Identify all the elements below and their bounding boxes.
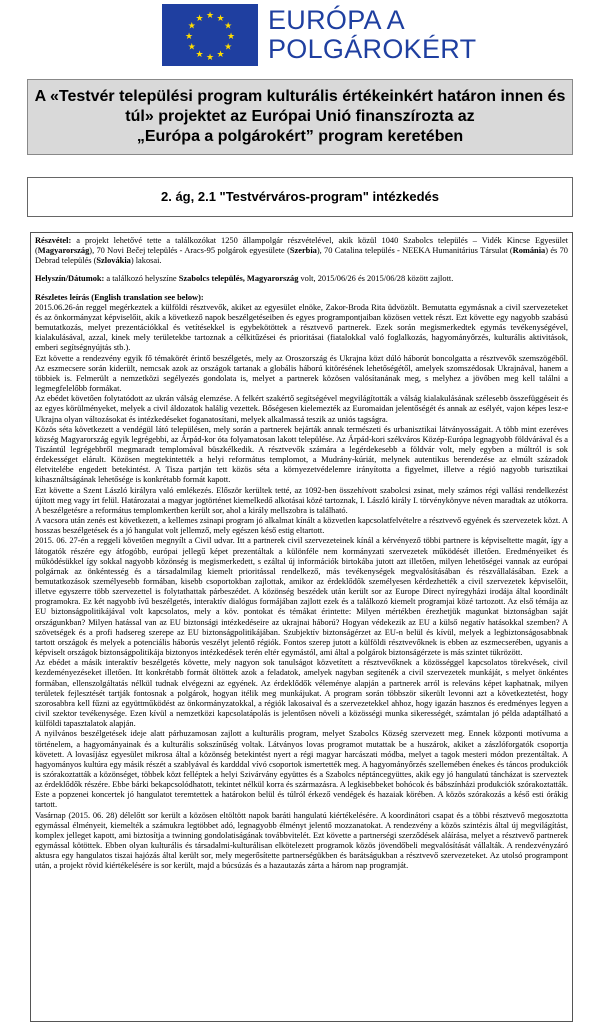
svg-text:★: ★ (224, 21, 233, 32)
country-hungary: Magyarország (37, 246, 90, 256)
location-label: Helyszín/Dátumok: (35, 274, 105, 284)
svg-text:★: ★ (187, 42, 196, 53)
description-paragraph: Vasárnap (2015. 06. 28) délelőtt sor került a közösen eltöltött napok baráti hangulatú kiértékelésére. A koordinátori csapat és a többi résztvevő megosztotta egymással élményeit, kiemelték a számukra legtöbbet adó, legnagyobb élményt jelentő mozzanatokat. A rendezvény a közös szintézis által új megvilágítást, komplex jelleget kapott, ami biztosítja a twinning gondolatiságának továbbvitelét. Ezt követte a partnerségi szerződések aláírása, melyet a résztvevő partnerek egymással kötöttek. Ebben olyan kulturális és társadalmi-kulturálisan elkötelezett programok közös jövendőbeli megvalósítását vállalták. A rendezvényzáró aktusra egy hangulatos tiszai hajózás által került sor, mely megerősítette partnerségükben és barátságukban a résztvevő szervezeteket. Az utolsó programpont után, a projekt rövid kiértékelésére is sor került, majd a búcsúzás és a hazautazás zárta a három nap programját. (35, 810, 568, 871)
location-paragraph (35, 274, 568, 284)
participation-paragraph (35, 236, 568, 266)
title-line1: A «Testvér települési program kulturális értékeinkért határon innen és (34, 88, 566, 105)
participation-label: Részvétel: (35, 236, 72, 245)
title-line2: túl» projektet az Európai Unió finanszírozta az (125, 108, 475, 125)
subtitle: 2. ág, 2.1 "Testvérváros-program" intézkedés (161, 189, 439, 204)
eu-programme-logo-text (268, 5, 477, 64)
svg-text:★: ★ (226, 32, 236, 42)
participation-text: ), 70 Catalina település - NEEKA Humanitárius Társulat ( (316, 246, 513, 256)
svg-text:★: ★ (216, 50, 225, 61)
svg-text:★: ★ (216, 13, 225, 24)
description-heading (35, 293, 568, 303)
country-slovakia: Szlovákia (96, 256, 131, 266)
location-text: volt, 2015/06/26 és 2015/06/28 között zajlott. (298, 274, 454, 284)
location-text: a találkozó helyszíne (104, 274, 179, 284)
svg-text:★: ★ (195, 50, 204, 61)
participation-text: ) és 70 Debrad település ( (35, 246, 568, 266)
location-place: Szabolcs település, Magyarország (178, 274, 299, 284)
description-paragraph: Ezt követte a Szent László királyra való emlékezés. Először kerültek tetté, az 1092-ben összehívott szabolcsi zsinat, mely számos régi vallási rendelkezést újított meg vagy írt felül. Határozatai a magyar jogtörténet kiemelkedő alkotásai közé tartoznak, I. László király I. törvénykönyve néven maradtak az utókorra. A beszélgetésre a református templomkertben került sor, ahol a király mellszobra is található. (35, 485, 568, 515)
svg-text:★: ★ (195, 13, 204, 24)
eu-flag-logo (162, 4, 258, 66)
description-paragraph: Közös séta következett a vendégül látó településen, mely során a partnerek bejárták annak természeti és urbanisztikai látványosságait. A több mint ezeréves község Magyarország egyik legrégebbi, az Árpád-kor óta folyamatosan lakott települése. Az Árpád-kori székváros Közép-Európa legnagyobb földvárával és a Tiszántúl legrégebbről megmaradt templomával büszkélkedik. A résztvevők számára a legérdekesebb a földvár volt, mely egyben a múltról is sok érdekességet elárult. Közösen megtekintették a helyi református templomot, a Mudrány-kúriát, melynek autentikus berendezése az elmúlt századok életvitelébe engedett betekintést. A Tisza partján tett közös séta a környezetvédelemre irányította a figyelmet, illetve a régió nagyobb turisztikai kihasználtságának lehetősége is konkrétabb formát kapott. (35, 424, 568, 485)
participation-text: a projekt lehetővé tette a találkozókat 1250 állampolgár részvételével, akik közül 1040 Szabolcs település – Vidék Kincse Egyesület ( (35, 236, 568, 256)
country-serbia: Szerbia (289, 246, 317, 256)
logo-line2: POLGÁROKÉRT (268, 34, 477, 64)
description-paragraph: A vacsora után zenés est következett, a kellemes zsinapi program jó alkalmat kínált a közvetlen kapcsolatfelvételre a résztvevő egyének és szervezetek közt. A hosszas beszélgetések és a jó hangulat volt jellemző, mely egészen késő estig eltartott. (35, 516, 568, 536)
description-paragraph: Az ebédet követően folytatódott az ukrán válság elemzése. A felkért szakértő segítségével megvilágították a válság kialakulásának szélesebb összefüggéseit és az egyes körülményeket, melyek a civil áldozatok halálig vezettek. Bőségesen kielemezték az Euromaidan jelentőségét és annak az esélyét, vajon képes lesz-e Ukrajna olyan változásokat és intézkedéseket foganatosítani, melyek alkalmassá teszik az uniós tagságra. (35, 394, 568, 424)
title-box (27, 79, 573, 155)
description-paragraph: A nyilvános beszélgetések ideje alatt párhuzamosan zajlott a kulturális program, melyet Szabolcs Község szervezett meg. Ennek központi motívuma a történelem, a hagyományainak és a kulturális sokszínűség voltak. Látványos lovas programot mutattak be a huszárok, akiket a zászlóforgatók csoportja követett. A lovasíjász egyesület mikrosa által a közönség betekintést nyert a régi magyar harcászati módba, melyet a tagok mesteri módon prezentáltak. A hagyományos kultúra egy másik részét a szablyával és kardddal vívó csoportok ismertették meg. A hagyományőrzés szellemében énekes és táncos produkciók is szórakoztatták a közönséget, többek közt felléptek a helyi Szivárvány együttes és a Szabolcs néptáncegyüttes, akik egy jó hangulatú táncházat is szerveztek az érdeklődők részére. Ebbe bárki bekapcsolódhatott, tekintet nélkül korra és származásra. A legkisebbeket bohócok és bábszínházi produkciók szórakoztatták. Este a popzenei koncertek jó hangulatot teremtettek a határokon belül és túlról érkező vendégek és hazaiak körében. A közös szórakozás a késő esti órákig tartott. (35, 729, 568, 810)
participation-text: ) lakosai. (130, 256, 162, 266)
description-paragraph: 2015. 06. 27-én a reggeli követően megnyílt a Civil udvar. Itt a partnerek civil szervezeteinek kínál a kérvényező többi partnere is képviseltette magát, így a látogatók részére egy átfogóbb, európai jellegű képet prezentáltak a különféle nem kormányzati szervezetek működését illetően. Eredményeiket és működésükkel így sokkal nagyobb közönség is megismerkedett, s ezáltal új információk birtokába jutott azt illetően, milyen lehetőségei vannak az európai polgárnak az önkéntesség és a társadalmilag kiemelt prioritással rendelkező, más tevékenységek megvalósításában és részvállalásában. Ezek a bemutatkozások személyesebb formában, kisebb csoportokban zajlottak, amikor az érdeklődők személyesen kérdezhették a civil szervezetek képviselőit, illetve egyszerre több szervezettel is folytathattak párbeszédet. A közönség beszédek után került sor az Europe Direct nyíregyházi irodája által koordinált programokra. Ez két nagyobb ívű beszélgetés, interaktív dialógus formájában zajlott ezek és a találkozó kiemelt programjai közé tartozott. Az első témája az EU biztonságpolitikájával volt kapcsolatos, mely a köv. pontokat és témákat érintette: Milyen mértékben érezhetjük magunkat biztonságban saját országunkban? Milyen hatással van az EU biztonsági intézkedéseire az ukrajnai háború? Hogyan védekezik az EU a külső negatív hatásokkal szemben? A szövetségek és a profi hadsereg szerepe az EU biztonságpolitikájában. Szubjektív biztonságérzet az EU-n belül és kívül, melyek a legbiztonságosabbnak tartott országok és melyek a potenciális háborús veszélyt jelentő régiók. Fontos szerep jutott a külföldi résztvevőknek is ebben az eszmecserében, ugyanis a képviselt országok biztonságpolitikája biztonyos intézkedések terén eltér egymástól, ami által a polgárok biztonságérzete is más szintet tükrözött. (35, 536, 568, 658)
subtitle-box (27, 177, 573, 217)
svg-text:★: ★ (205, 53, 215, 63)
svg-text:★: ★ (205, 11, 215, 21)
eu-stars-icon (162, 4, 258, 66)
description-label: Részletes leírás (English translation see below): (35, 292, 204, 302)
description-paragraph: Ezt követte a rendezvény egyik fő témakörét érintő beszélgetés, mely az Oroszország és Ukrajna közt dúló háborút boncolgatta a résztvevők szemszögéből. Az eszmecsere során kiderült, nemcsak azok az országok tartanak a globális háború kitörésének lehetőségétől, amelyek szomszédosak Ukrajnával, hanem a többiek is. Felmerült a nemzetközi segélyezés gondolata is, melyet a partnerek közösen valósítanának meg, s melyhez a jövőben meg kell találni a legmegfelelőbb formákat. (35, 353, 568, 394)
svg-text:★: ★ (224, 42, 233, 53)
country-romania: Románia (512, 246, 546, 256)
description-paragraph: Az ebédet a másik interaktív beszélgetés követte, mely nagyon sok tanulságot közvetített a résztvevőknek a közösséggel kapcsolatos törekvések, civil kezdeményezéseket illetően. Itt konkrétabb formát öltöttek azok a feladatok, amelyek nagyban segítenék a civil szervezetek munkáját, s melyet önkéntes formában, ellenszolgáltatás nélkül tudnak elvégezni az egyének. Az érdeklődők véleménye alapján a partnerek arról is releváns képet kaphatnak, milyen területek fejlesztését tartják fontosnak a polgárok, hogyan itélik meg munkájukat. A program során többször sikerült levonni azt a következtetést, hogy szorosabbra kell fűzni az együttműködést az önkormányzatokkal, a régiók lakosaival és a szervezetekkel ahhoz, hogy igazán hasznos és eredményes legyen a civil szektor tevékenysége. Ezen kívül a nemzetközi kapcsolatápolás is jelentősen növeli a közösségi munka sikerességét, számtalan jó példa adaptálható a külföldi tapasztalatok alapján. (35, 658, 568, 729)
content-box (30, 232, 573, 1022)
logo-line1: EURÓPA A (268, 5, 405, 35)
svg-text:★: ★ (187, 21, 196, 32)
description-paragraph: 2015.06.26-án reggel megérkeztek a külföldi résztvevők, akiket az egyesület elnöke, Zakor-Broda Rita üdvözölt. Bemutatta egymásnak a civil szervezeteket és az önkormányzat képviselőit, akik a következő napok beszélgetéseiben és egyes programpontjaiban közösen vettek részt. Ezt követte egy nagyobb szabású bemutatkozás, melyet prezentációkkal és vetítésekkel is egybekötöttek a résztvevő partnerek. Ezek során megismerkedtek egymás tevékenységével, kialakulásával, azzal, kinek mely területekbe tartoznak a célkitűzései és prioritásai (fiatalokkal való foglalkozás, hagyományőrzés, kulturális aktivitások, emberi segítségnyújtás stb.). (35, 302, 568, 353)
svg-text:★: ★ (184, 32, 194, 42)
participation-text: ), 70 Novi Bečej település - Aracs-95 polgárok egyesülete ( (89, 246, 290, 256)
title-line3: „Európa a polgárokért” program keretében (136, 128, 464, 145)
